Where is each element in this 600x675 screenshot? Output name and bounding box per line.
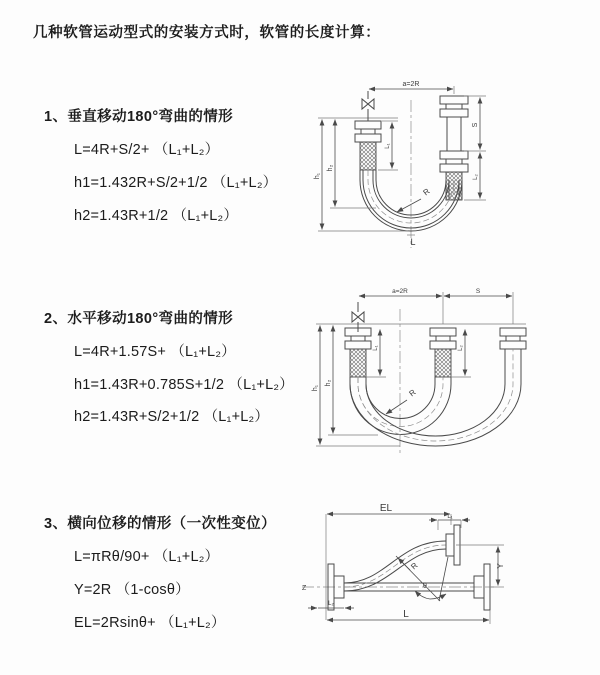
section-1-formula-h1: h1=1.432R+S/2+1/2 （L₁+L₂） (74, 175, 278, 191)
dim-label-l1: L₁ (447, 514, 453, 520)
dim-label-h1: h₁ (312, 384, 319, 392)
dim-label-l1: L₁ (385, 143, 391, 149)
dim-label-h2: h₂ (327, 164, 334, 172)
braid-section (360, 142, 376, 170)
diagram-vertical-movement (308, 76, 600, 261)
dimension-l1 (366, 330, 386, 378)
section-1-formula-L: L=4R+S/2+ （L₁+L₂） (74, 142, 220, 158)
hose-s-curve (344, 525, 460, 591)
diagram-horizontal-movement (308, 284, 600, 464)
dim-label-r: R (407, 387, 418, 399)
radius-leader (386, 400, 407, 414)
hose-fitting-middle (430, 328, 456, 377)
dim-label-l: L (403, 609, 409, 620)
dim-label-h1: h₁ (314, 172, 321, 180)
centerline-mark: Z (302, 585, 307, 592)
dim-label-l2: L₂ (473, 174, 479, 180)
section-2-formula-h1: h1=1.43R+0.785S+1/2 （L₁+L₂） (74, 377, 294, 393)
hose-fitting-right (500, 328, 526, 349)
dim-label-h2: h₂ (325, 379, 332, 387)
dimension-l1 (429, 520, 470, 530)
dimension-el (326, 514, 451, 620)
section-2-formula-L: L=4R+1.57S+ （L₁+L₂） (74, 344, 236, 360)
section-3-formula-Y: Y=2R （1-cosθ） (74, 582, 190, 598)
radius-leader (397, 199, 421, 212)
hose-fitting-left (345, 328, 371, 377)
dim-label-l: L (410, 237, 416, 247)
section-3-heading: 3、横向位移的情形（一次性变位） (44, 516, 276, 532)
section-1-heading: 1、垂直移动180°弯曲的情形 (44, 109, 234, 125)
dim-label-theta: θ (423, 583, 427, 590)
dim-label-l1: L₁ (373, 345, 379, 351)
dimension-a2r (359, 292, 443, 324)
dim-label-a2r: a=2R (402, 81, 420, 88)
section-1-formula-h2: h2=1.43R+1/2 （L₁+L₂） (74, 208, 239, 224)
dim-label-s: S (475, 288, 481, 295)
dim-label-el: EL (379, 503, 393, 514)
dim-label-r: R (409, 560, 420, 572)
braid-section (350, 349, 366, 377)
dim-label-a2r: a=2R (392, 288, 408, 295)
section-3-formula-L: L=πRθ/90+ （L₁+L₂） (74, 549, 220, 565)
dim-label-y: Y (496, 563, 505, 569)
hose-fitting-right-upper (440, 96, 468, 151)
angle-construction (396, 556, 448, 601)
page-title: 几种软管运动型式的安装方式时，软管的长度计算： (33, 25, 381, 41)
braid-section (435, 349, 451, 377)
hose-fitting-left (355, 121, 381, 170)
dimension-l2 (451, 330, 471, 378)
dim-label-r: R (421, 186, 432, 198)
dim-label-s: S (472, 122, 479, 128)
diagram-lateral-displacement (298, 500, 600, 645)
dimension-s (444, 292, 513, 324)
valve-icon (362, 91, 374, 121)
dim-label-l2: L₂ (328, 601, 334, 607)
dim-label-l2: L₂ (458, 345, 464, 351)
section-2-heading: 2、水平移动180°弯曲的情形 (44, 311, 234, 327)
section-3-formula-EL: EL=2Rsinθ+ （L₁+L₂） (74, 615, 226, 631)
section-2-formula-h2: h2=1.43R+S/2+1/2 （L₁+L₂） (74, 409, 270, 425)
